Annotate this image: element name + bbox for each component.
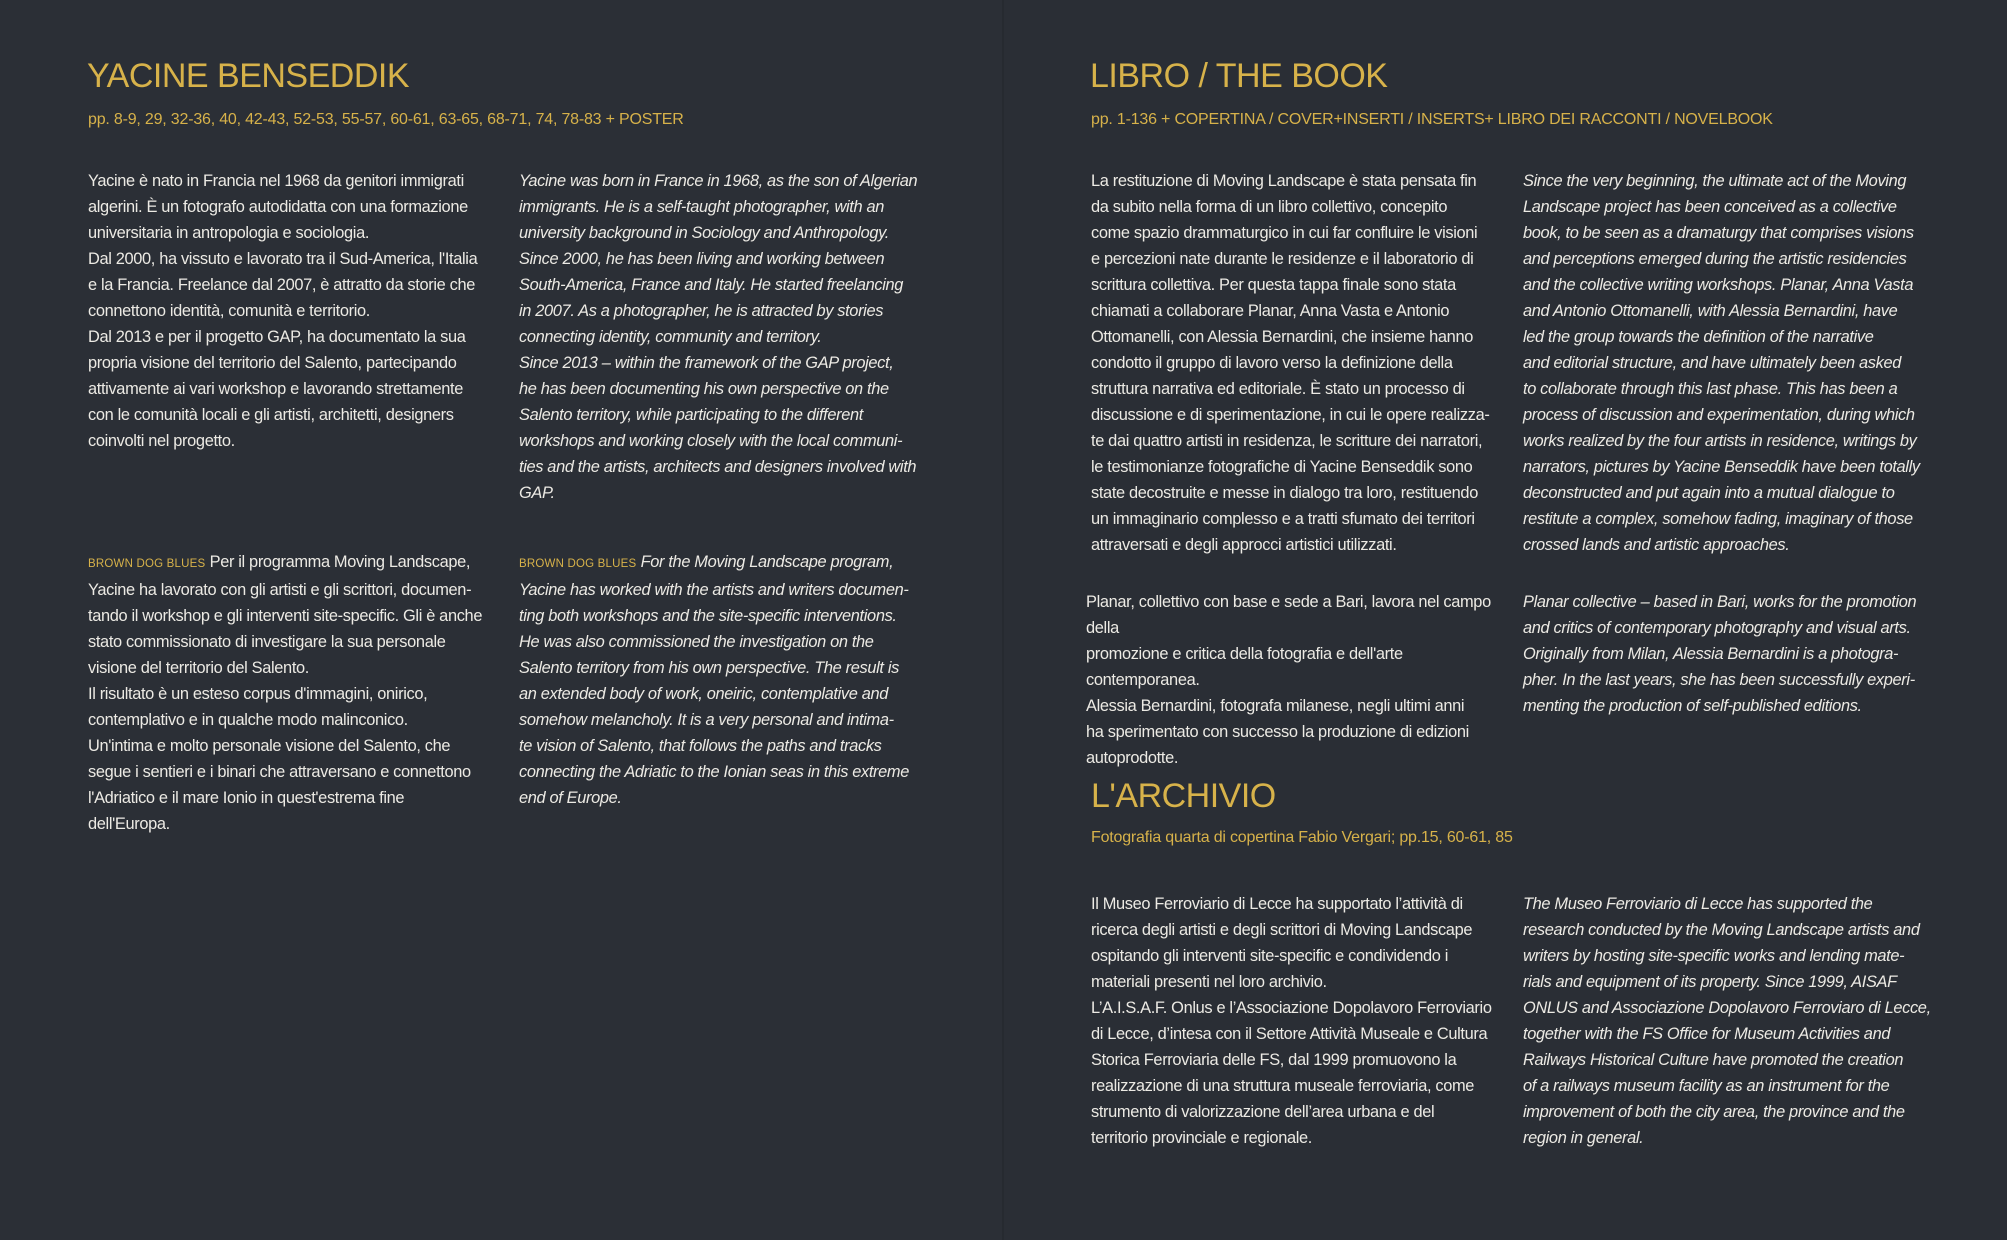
artist-work-english xyxy=(519,549,939,811)
planar-text-italian: Planar, collettivo con base e sede a Bari, lavora nel campo della promozione e critica della fotografia e dell'arte contemporanea. Alessia Bernardini, fotografa milanese, negli ultimi anni ha sperimentato con successo la produzione di edizioni autoprodotte. xyxy=(1086,593,1491,767)
series-tag: BROWN DOG BLUES xyxy=(88,558,206,570)
book-text-english: Since the very beginning, the ultimate act of the Moving Landscape project has been conceived as a collective book, to be seen as a dramaturgy that comprises visions and perceptions emerged during the artistic residencies and the collective writing workshops. Planar, Anna Vasta and Antonio Ottomanelli, with Alessia Bernardini, have led the group towards the definition of the narrative and editorial structure, and have ultimately been asked to collaborate through this last phase. This has been a process of discussion and experimentation, during which works realized by the four artists in residence, writings by narrators, pictures by Yacine Benseddik have been totally deconstructed and put again into a mutual dialogue to restitute a complex, somehow fading, imaginary of those crossed lands and artistic approaches. xyxy=(1523,172,1920,554)
artist-bio-english: Yacine was born in France in 1968, as the son of Algerian immigrants. He is a self-taught photographer, with an university background in Sociology and Anthropology. Since 2000, he has been living and working between South-America, France and Italy. He started freelancing in 2007. As a photographer, he is attracted by stories connecting identity, community and territory. Since 2013 – within the framework of the GAP project, he has been documenting his own perspective on the Salento territory, while participating to the different workshops and working closely with the local communi- ties and the artists, architects and designers involved with GAP. xyxy=(519,172,918,502)
artist-work-italian xyxy=(88,549,508,837)
artist-page-references: pp. 8-9, 29, 32-36, 40, 42-43, 52-53, 55-57, 60-61, 63-65, 68-71, 74, 78-83 + POSTER xyxy=(88,111,684,128)
archive-text-english: The Museo Ferroviario di Lecce has supported the research conducted by the Moving Landscape artists and writers by hosting site-specific works and lending mate- rials and equipment of its property. Since 1999, AISAF ONLUS and Associazione Dopolavoro Ferroviaro di Lecce, together with the FS Office for Museum Activities and Railways Historical Culture have promoted the creation of a railways museum facility as an instrument for the improvement of both the city area, the province and the region in general. xyxy=(1523,895,1931,1147)
work-english-text: Yacine has worked with the artists and writers documen- ting both workshops and the site-specific interventions. He was also commissioned the investigation on the Salento territory from his own perspective. The result is an extended body of work, oneiric, contemplative and somehow melancholy. It is a very personal and intima- te vision of Salento, that follows the paths and tracks connecting the Adriatic to the Ionian seas in this extreme end of Europe. xyxy=(519,581,910,807)
work-english-first-line: For the Moving Landscape program, xyxy=(640,553,894,571)
work-italian-first-line: Per il programma Moving Landscape, xyxy=(209,553,471,571)
archive-title: L'ARCHIVIO xyxy=(1091,777,1276,815)
left-page xyxy=(0,0,1003,1240)
planar-text-english: Planar collective – based in Bari, works for the promotion and critics of contemporary photography and visual arts. Originally from Milan, Alessia Bernardini is a photogra- pher. In the last years, she has been successfully experi- menting the production of self-published editions. xyxy=(1523,593,1917,715)
archive-text-italian: Il Museo Ferroviario di Lecce ha supportato l’attività di ricerca degli artisti e degli scrittori di Moving Landscape ospitando gli interventi site-specific e condividendo i materiali presenti nel loro archivio. L’A.I.S.A.F. Onlus e l’Associazione Dopolavoro Ferroviario di Lecce, d’intesa con il Settore Attività Museale e Cultura Storica Ferroviaria delle FS, dal 1999 promuovono la realizzazione di una struttura museale ferroviaria, come strumento di valorizzazione dell’area urbana e del territorio provinciale e regionale. xyxy=(1091,895,1492,1147)
right-page xyxy=(1004,0,2007,1240)
artist-bio-italian: Yacine è nato in Francia nel 1968 da genitori immigrati algerini. È un fotografo autodidatta con una formazione universitaria in antropologia e sociologia. Dal 2000, ha vissuto e lavorato tra il Sud-America, l'Italia e la Francia. Freelance dal 2007, è attratto da storie che connettono identità, comunità e territorio. Dal 2013 e per il progetto GAP, ha documentato la sua propria visione del territorio del Salento, partecipando attivamente ai vari workshop e lavorando strettamente con le comunità locali e gli artisti, architetti, designers coinvolti nel progetto. xyxy=(88,172,478,450)
book-text-italian: La restituzione di Moving Landscape è stata pensata fin da subito nella forma di un libro collettivo, concepito come spazio drammaturgico in cui far confluire le visioni e percezioni nate durante le residenze e il laboratorio di scrittura collettiva. Per questa tappa finale sono stata chiamati a collaborare Planar, Anna Vasta e Antonio Ottomanelli, con Alessia Bernardini, che insieme hanno condotto il gruppo di lavoro verso la definizione della struttura narrativa ed editoriale. È stato un processo di discussione e di sperimentazione, in cui le opere realizza- te dai quattro artisti in residenza, le scritture dei narratori, le testimonianze fotografiche di Yacine Benseddik sono state decostruite e messe in dialogo tra loro, restituendo un immaginario complesso e a tratti sfumato dei territori attraversati e degli approcci artistici utilizzati. xyxy=(1091,172,1490,554)
work-italian-text: Yacine ha lavorato con gli artisti e gli scrittori, documen- tando il workshop e gli interventi site-specific. Gli è anche stato commissionato di investigare la sua personale visione del territorio del Salento. Il risultato è un esteso corpus d'immagini, onirico, contemplativo e in qualche modo malinconico. Un'intima e molto personale visione del Salento, che segue i sentieri e i binari che attraversano e connettono l'Adriatico e il mare Ionio in quest'estrema fine dell'Europa. xyxy=(88,581,483,833)
archive-page-references: Fotografia quarta di copertina Fabio Vergari; pp.15, 60-61, 85 xyxy=(1091,829,1513,846)
book-page-references: pp. 1-136 + COPERTINA / COVER+INSERTI / INSERTS+ LIBRO DEI RACCONTI / NOVELBOOK xyxy=(1091,111,1773,128)
book-title: LIBRO / THE BOOK xyxy=(1090,57,1388,95)
series-tag: BROWN DOG BLUES xyxy=(519,558,637,570)
artist-title: YACINE BENSEDDIK xyxy=(87,57,410,95)
